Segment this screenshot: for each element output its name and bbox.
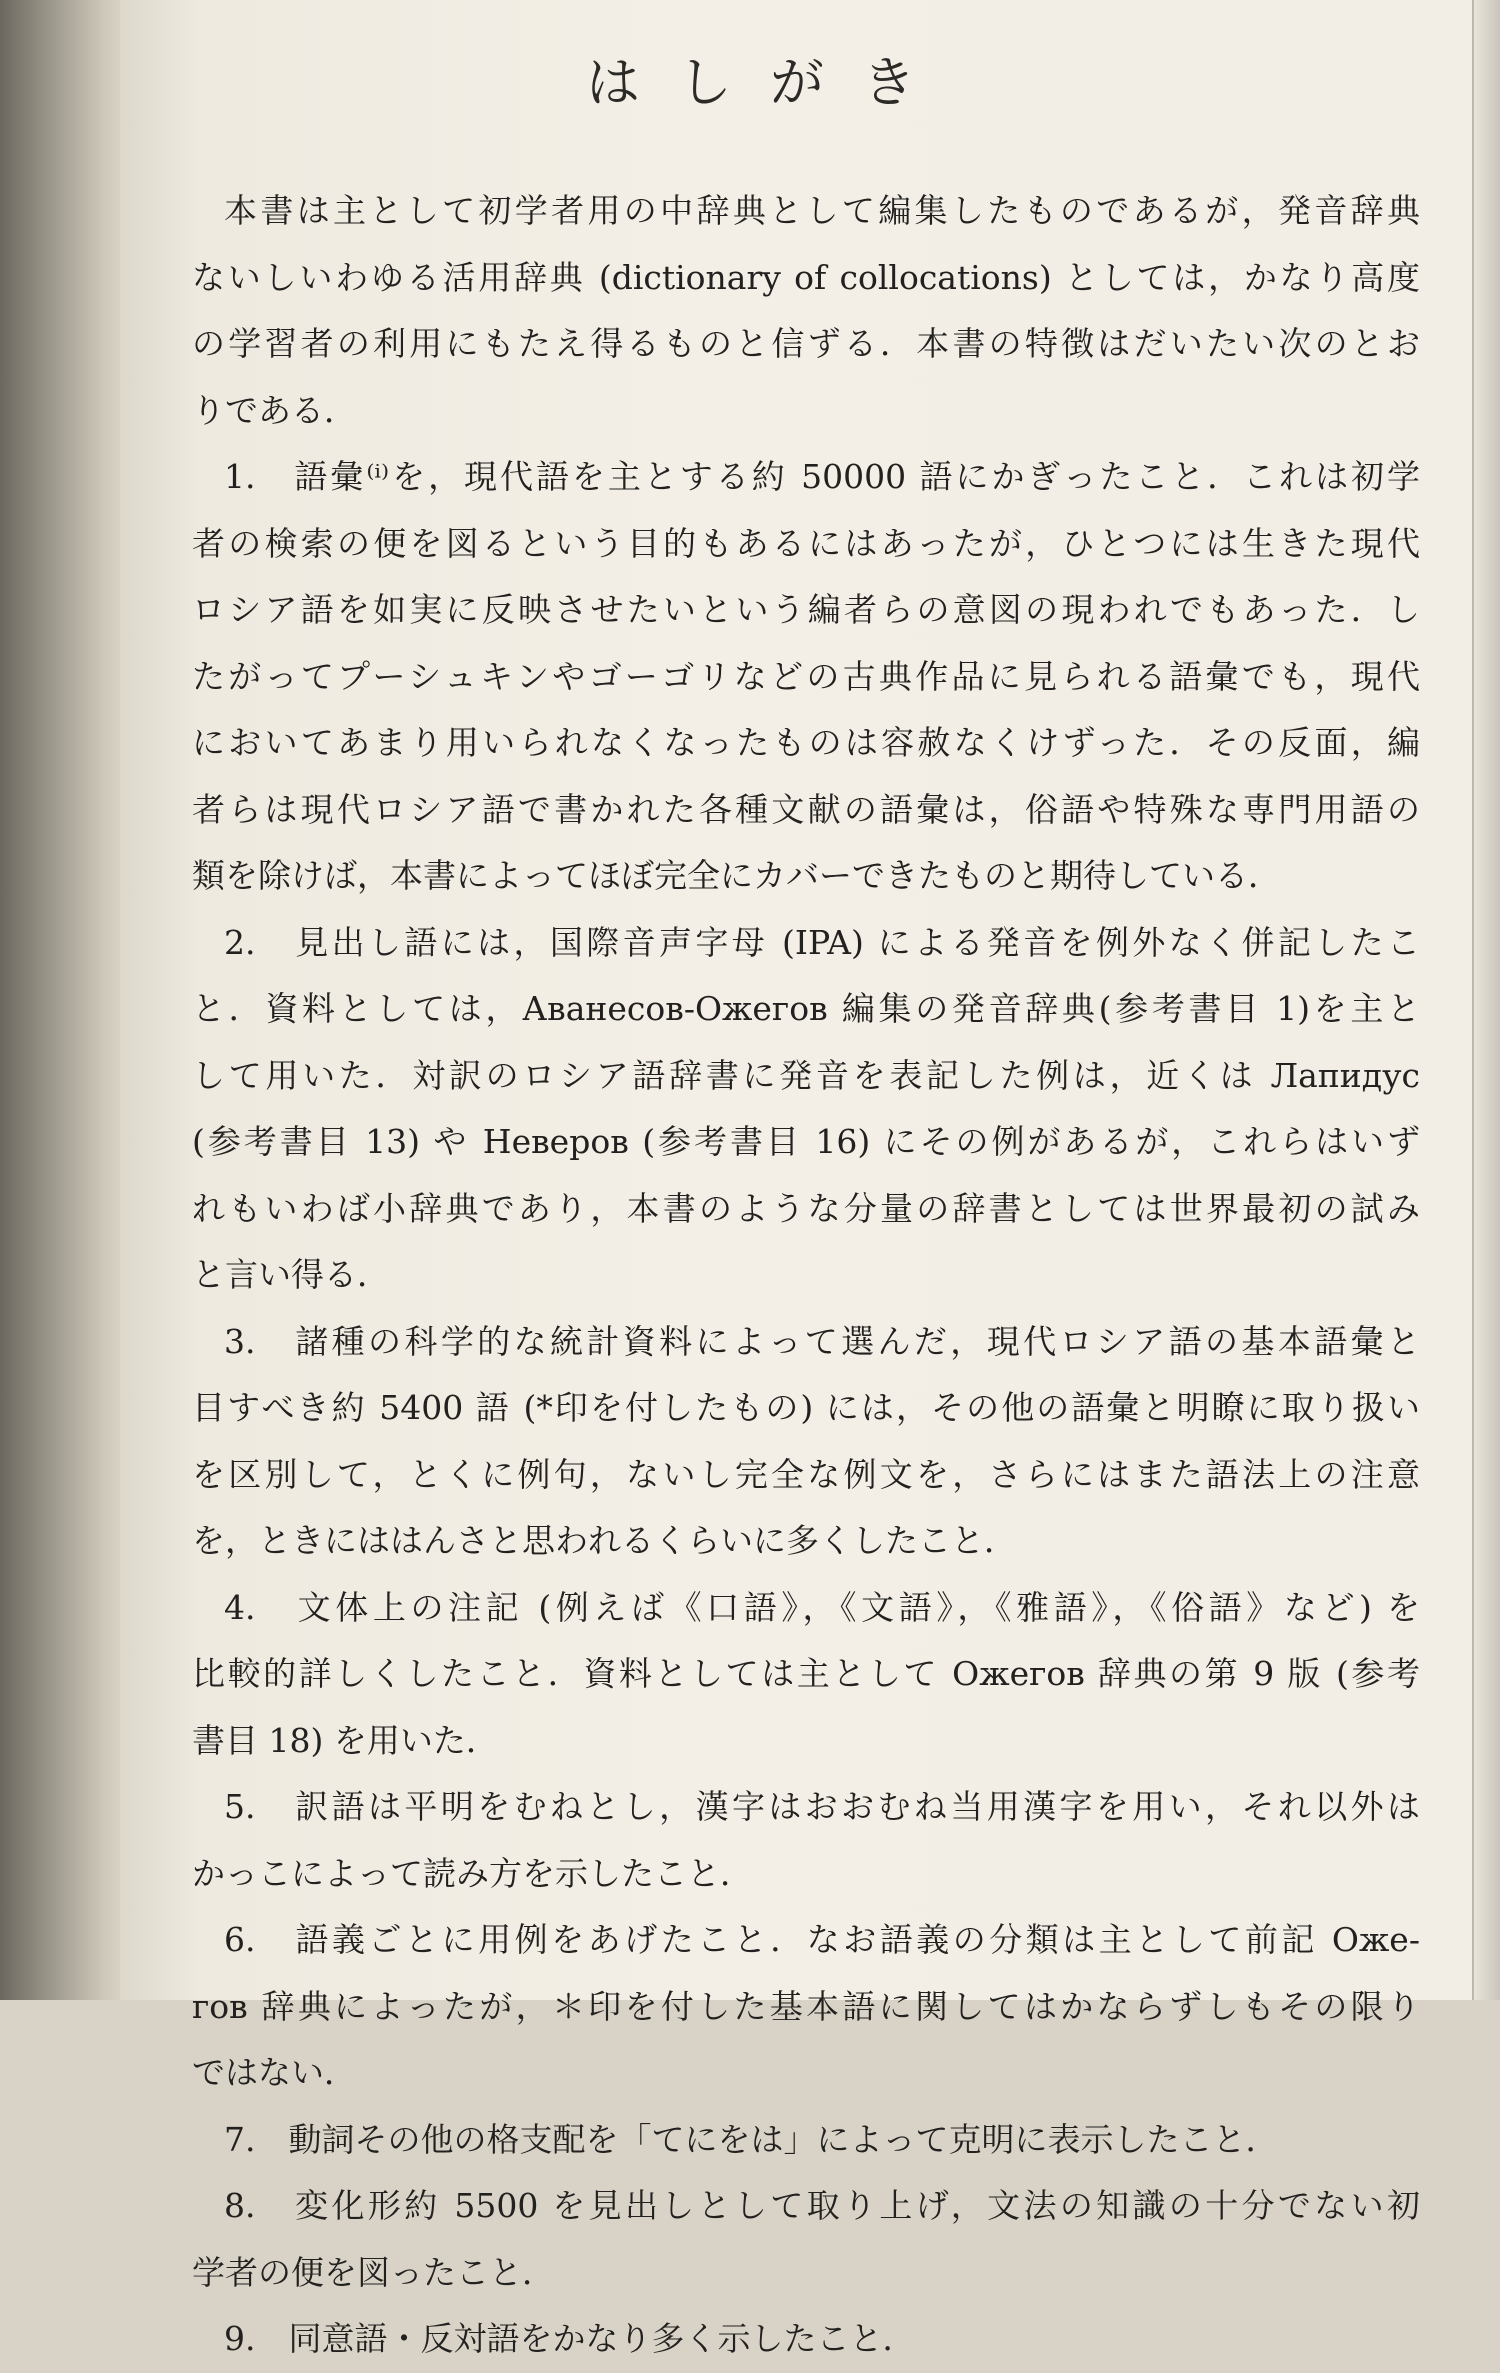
- text-line: 類を除けば，本書によってほぼ完全にカバーできたものと期待している．: [192, 856, 1281, 895]
- text-line: 者の検索の便を図るという目的もあるにはあったが，ひとつには生きた現代: [192, 523, 1420, 563]
- text-line: ロシア語を如実に反映させたいという編者らの意図の現われでもあった．し: [192, 590, 1420, 629]
- text-line: れもいわば小辞典であり，本書のような分量の辞書としては世界最初の試み: [192, 1188, 1420, 1228]
- preface-body: [192, 178, 1421, 2358]
- page-title: はしがき: [586, 51, 954, 114]
- text-line: гов 辞典によったが，＊印を付した基本語に関してはかならずしもその限り: [192, 1986, 1420, 2026]
- text-line: 6. 語義ごとに用例をあげたこと．なお語義の分類は主として前記 Оже-: [224, 1920, 1420, 1959]
- text-line: (参考書目 13) や Неверов (参考書目 16) にその例があるが，これらはいず: [192, 1122, 1420, 1161]
- text-line: と言い得る．: [192, 1255, 390, 1294]
- text-line: 書目 18) を用いた．: [192, 1720, 499, 1760]
- text-line: の学習者の利用にもたえ得るものと信ずる．本書の特徴はだいたい次のとお: [192, 324, 1421, 363]
- text-line: 7. 動詞その他の格支配を「てにをは」によって克明に表示したこと．: [224, 2119, 1279, 2159]
- text-line: ではない．: [192, 2053, 357, 2092]
- text-line: 者らは現代ロシア語で書かれた各種文献の語彙は，俗語や特殊な専門用語の: [192, 789, 1420, 829]
- text-line: を，ときにははんさと思われるくらいに多くしたこと．: [192, 1521, 1017, 1560]
- text-line: ないしいわゆる活用辞典 (dictionary of collocations) としては，かなり高度: [192, 257, 1420, 297]
- text-line: 目すべき約 5400 語 (*印を付したもの) には，その他の語彙と明瞭に取り扱い: [192, 1388, 1420, 1427]
- text-line: 4. 文体上の注記 (例えば《口語》，《文語》，《雅語》，《俗語》など) を: [224, 1587, 1420, 1627]
- text-line: においてあまり用いられなくなったものは容赦なくけずった．その反面，編: [192, 723, 1420, 762]
- text-line: 5. 訳語は平明をむねとし，漢字はおおむね当用漢字を用い，それ以外は: [224, 1787, 1420, 1826]
- text-line: 9. 同意語・反対語をかなり多く示したこと．: [224, 2319, 916, 2358]
- text-line: 1. 語彙⁽ⁱ⁾を，現代語を主とする約 50000 語にかぎったこと．これは初学: [224, 457, 1420, 496]
- text-line: 3. 諸種の科学的な統計資料によって選んだ，現代ロシア語の基本語彙と: [224, 1321, 1420, 1361]
- page-edge: [1472, 0, 1500, 2000]
- text-line: と．資料としては，Аванесов-Ожегов 編集の発音辞典(参考書目 1)を主と: [192, 989, 1420, 1028]
- text-line: を区別して，とくに例句，ないし完全な例文を，さらにはまた語法上の注意: [192, 1454, 1420, 1494]
- text-line: 比較的詳しくしたこと．資料としては主として Ожегов 辞典の第 9 版 (参考: [192, 1654, 1420, 1693]
- text-line: 学者の便を図ったこと．: [192, 2252, 555, 2292]
- book-spine-shadow: [0, 0, 140, 2000]
- text-line: 8. 変化形約 5500 を見出しとして取り上げ，文法の知識の十分でない初: [224, 2186, 1420, 2225]
- text-line: たがってプーシュキンやゴーゴリなどの古典作品に見られる語彙でも，現代: [192, 656, 1420, 696]
- text-line: かっこによって読み方を示したこと．: [192, 1853, 753, 1893]
- text-line: 2. 見出し語には，国際音声字母 (IPA) による発音を例外なく併記したこ: [224, 922, 1420, 962]
- text-line: りである．: [192, 390, 357, 430]
- text-line: して用いた．対訳のロシア語辞書に発音を表記した例は，近くは Лапидус: [192, 1055, 1420, 1095]
- text-line: 本書は主として初学者用の中辞典として編集したものであるが，発音辞典: [224, 191, 1420, 230]
